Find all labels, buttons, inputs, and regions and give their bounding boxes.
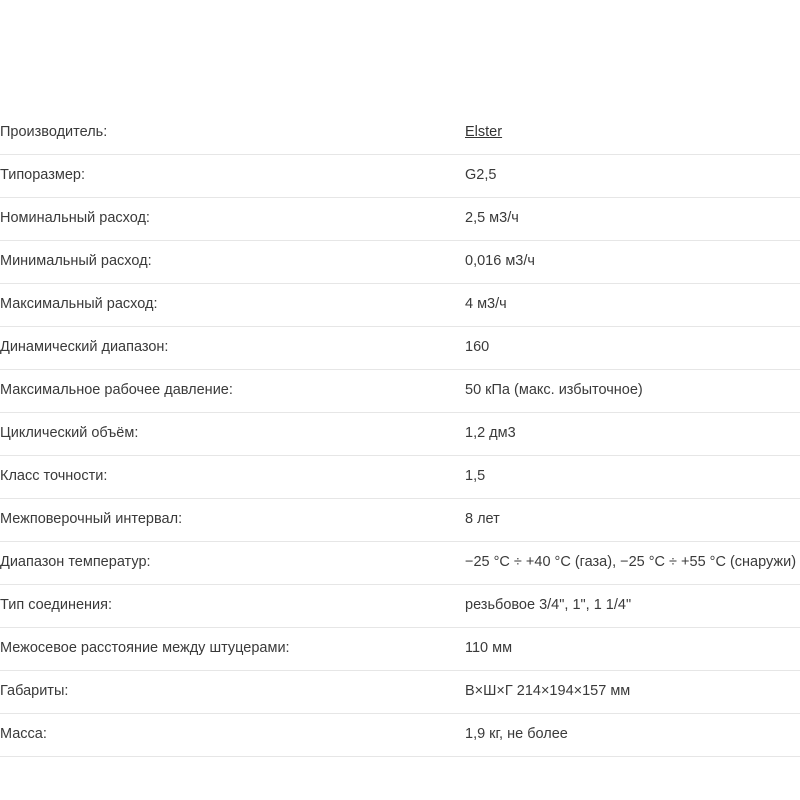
parameter-value: 2,5 м3/ч <box>465 210 519 227</box>
table-row <box>0 628 800 671</box>
parameter-value: 8 лет <box>465 511 500 528</box>
specification-table <box>0 112 800 757</box>
parameter-value: 160 <box>465 339 490 356</box>
parameter-value: 110 мм <box>465 640 513 657</box>
parameter-label: Тип соединения: <box>0 597 113 614</box>
parameter-value: 50 кПа (макс. избыточное) <box>465 382 643 399</box>
parameter-value: резьбовое 3/4", 1", 1 1/4" <box>465 597 632 614</box>
table-row <box>0 499 800 542</box>
specification-table-body <box>0 112 800 757</box>
parameter-value: 1,5 <box>465 468 486 485</box>
parameter-value: −25 °С ÷ +40 °С (газа), −25 °С ÷ +55 °С (снаружи) <box>465 554 797 571</box>
parameter-label: Номинальный расход: <box>0 210 150 227</box>
table-row <box>0 327 800 370</box>
parameter-value: 1,2 дм3 <box>465 425 516 442</box>
parameter-label: Межосевое расстояние между штуцерами: <box>0 640 290 657</box>
table-row <box>0 155 800 198</box>
table-row <box>0 714 800 757</box>
manufacturer-link[interactable]: Elster <box>465 124 503 140</box>
table-row <box>0 671 800 714</box>
parameter-value: 1,9 кг, не более <box>465 726 568 743</box>
table-row <box>0 198 800 241</box>
parameter-label: Типоразмер: <box>0 167 85 184</box>
parameter-value[interactable] <box>465 112 800 155</box>
table-row <box>0 112 800 155</box>
table-row <box>0 413 800 456</box>
parameter-label: Диапазон температур: <box>0 554 151 571</box>
table-row <box>0 542 800 585</box>
parameter-label: Класс точности: <box>0 468 108 485</box>
parameter-label: Минимальный расход: <box>0 253 152 270</box>
table-row <box>0 585 800 628</box>
parameter-value: В×Ш×Г 214×194×157 мм <box>465 683 631 700</box>
parameter-value: 4 м3/ч <box>465 296 507 313</box>
table-row <box>0 284 800 327</box>
table-row <box>0 456 800 499</box>
table-row <box>0 370 800 413</box>
parameter-label: Габариты: <box>0 683 69 700</box>
parameter-label: Максимальное рабочее давление: <box>0 382 233 399</box>
parameter-label: Циклический объём: <box>0 425 139 442</box>
parameter-label: Производитель: <box>0 124 108 140</box>
parameter-label: Динамический диапазон: <box>0 339 169 356</box>
parameter-label: Межповерочный интервал: <box>0 511 183 528</box>
table-row <box>0 241 800 284</box>
parameter-label: Максимальный расход: <box>0 296 158 313</box>
parameter-value: G2,5 <box>465 167 497 184</box>
parameter-value: 0,016 м3/ч <box>465 253 535 270</box>
parameter-label: Масса: <box>0 726 47 743</box>
